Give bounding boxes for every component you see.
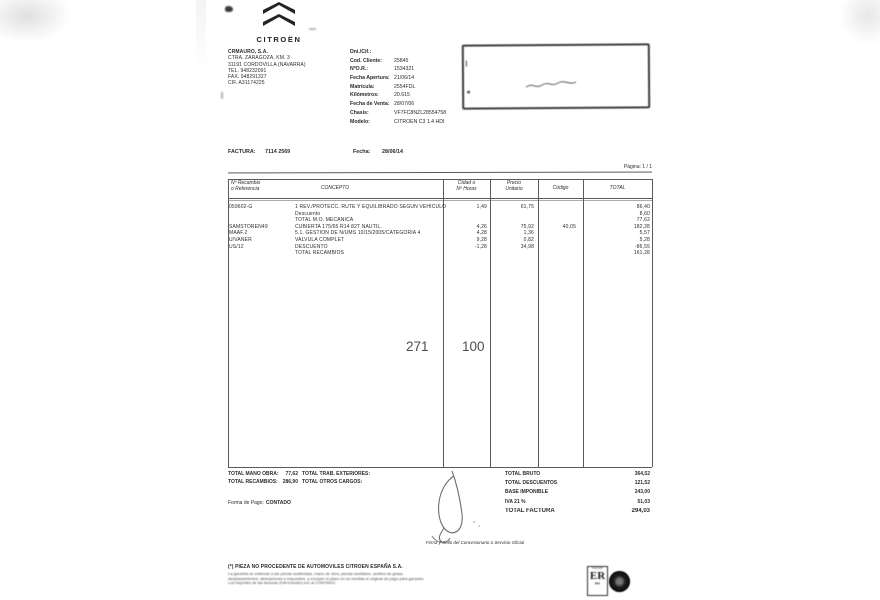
factura-number: 7114 2569 <box>265 149 291 155</box>
total-otros-cargos-label: TOTAL OTROS CARGOS: <box>302 479 363 485</box>
item-total: 5,57 <box>639 230 650 237</box>
item-total: 8,60 <box>639 210 650 217</box>
seller-cif: CIF. A31174225 <box>228 80 265 87</box>
forma-pago-value: CONTADO <box>266 500 291 506</box>
scan-speck <box>309 28 316 30</box>
vehicle-info-value: 28/07/06 <box>394 101 415 108</box>
vehicle-info-value: 25845 <box>394 57 409 64</box>
col-header-concepto: CONCEPTO <box>320 185 350 191</box>
total-mano-obra-value: 77,62 <box>285 471 298 477</box>
totals-row-value: 364,52 <box>634 471 650 477</box>
item-total: 86,40 <box>636 204 650 210</box>
item-concept: 5.1. GESTION DE N/UMS 10/15/2005/CATEGORIA 4 <box>295 230 421 237</box>
scribble-icon <box>524 78 578 92</box>
totals-row <box>505 480 650 489</box>
seller-address-line: CTRA. ZARAGOZA, KM. 3 <box>228 55 290 62</box>
forma-pago-label: Forma de Pago: <box>228 500 264 506</box>
table-row <box>228 224 652 231</box>
vehicle-info-value: 20.615 <box>394 92 410 99</box>
item-concept: 1 REV./PROTECC. RUTE Y EQUILIBRADO SEGUN VEHICULO <box>295 204 447 210</box>
vehicle-info-label: Chasis: <box>350 109 369 116</box>
fineprint-line: La garantía se extiende a las piezas sustituidas, mano de obra, piezas auxiliares, aceites de grasa, <box>228 571 404 576</box>
signature-scribble-icon <box>422 466 488 546</box>
pen-tick <box>467 91 470 94</box>
totals-row <box>505 499 650 508</box>
vehicle-info-label: NºO.R.: <box>350 66 369 73</box>
item-ref: SAMSTOREN49 <box>229 223 268 230</box>
col-header-codigo: Código <box>552 185 569 191</box>
item-ref: MAAF.2 <box>229 230 248 237</box>
er-stamp-letters: ER <box>589 570 606 582</box>
table-top-line <box>228 172 652 174</box>
scan-speck <box>225 6 233 12</box>
table-row <box>228 211 652 218</box>
table-right-border <box>652 179 653 467</box>
totals-row-label: BASE IMPONIBLE <box>505 489 549 496</box>
item-qty: 1,49 <box>476 204 487 210</box>
table-header-top-line <box>228 179 652 180</box>
col-header-precio: Precio Unitario <box>505 180 523 192</box>
signature-caption: Firma y Sello del Concesionario o Servicio Oficial <box>425 540 525 545</box>
totals-summary <box>505 471 650 508</box>
totals-row-label: IVA 21 % <box>505 498 526 505</box>
fineprint-line: desplazamientos, alineaciones e impuestos, y excepto el plazo en su medida el original de pago para garantía. <box>228 575 425 581</box>
seller-address-line: 31191 CORDOVILLA (NAVARRA) <box>228 61 306 68</box>
col-header-referencia: Nº Recambio o Referencia <box>231 180 261 192</box>
item-ref: U/VANER <box>229 236 252 243</box>
pen-tick <box>466 61 467 67</box>
item-total: -86,55 <box>634 243 650 250</box>
item-total: 77,62 <box>636 217 650 224</box>
totals-row-value: 243,00 <box>634 489 650 496</box>
item-qty: 4,28 <box>476 230 487 237</box>
vehicle-info-value: 2554FDL <box>394 83 416 90</box>
overlay-number-left: 271 <box>406 339 429 354</box>
item-total: 5,28 <box>639 236 650 243</box>
factura-label: FACTURA: <box>228 149 256 155</box>
overlay-number-right: 100 <box>462 339 485 354</box>
vehicle-info-label: Dni./Cif.: <box>350 49 372 55</box>
item-concept: TOTAL RECAMBIOS <box>295 250 345 257</box>
totals-row-value: 121,52 <box>634 480 650 487</box>
item-total: 182,28 <box>633 223 650 230</box>
total-factura-label: TOTAL FACTURA <box>505 508 555 514</box>
scan-smudge <box>0 0 72 43</box>
table-row <box>228 217 652 224</box>
table-row <box>228 244 652 251</box>
table-header-double-line <box>228 200 652 201</box>
fineprint-line: Los importes de las facturas (IVA incluido) son al CONTADO. <box>228 580 337 586</box>
er-stamp-top-text: AENOR <box>592 567 603 570</box>
vehicle-info-value: 1534321 <box>394 66 415 73</box>
total-factura-value: 294,03 <box>631 508 650 514</box>
footer-fineprint <box>228 572 448 586</box>
item-price: 75,92 <box>520 223 534 230</box>
item-concept: TOTAL M.O. MECANICA <box>295 217 354 224</box>
er-certification-stamp <box>587 566 608 596</box>
totals-row-label: TOTAL BRUTO <box>505 471 541 477</box>
page-indicator: Página: 1 / 1 <box>623 164 652 170</box>
item-concept: CUBIERTA 175/65 R14 82T NAUTIL. <box>295 223 382 230</box>
item-ref: 059602-G <box>229 204 253 210</box>
vehicle-info-label: Fecha de Venta: <box>350 101 390 108</box>
scan-speck <box>221 92 223 99</box>
item-concept: VALVULA COMPLET <box>295 236 345 243</box>
item-price: 61,75 <box>520 204 534 210</box>
vehicle-info-value: VF7FC8NZL28554758 <box>394 109 447 116</box>
vehicle-info-label: Modelo: <box>350 118 370 125</box>
citroen-logo <box>248 2 310 44</box>
round-stamp-icon <box>609 571 630 592</box>
totals-row-value: 51,03 <box>637 498 650 505</box>
item-price: 0,82 <box>523 236 534 243</box>
seller-name: CRMAURO, S.A. <box>228 49 268 55</box>
totals-row-label: TOTAL DESCUENTOS <box>505 480 558 487</box>
fecha-label: Fecha: <box>353 149 371 155</box>
item-concept: Descuento <box>295 210 321 217</box>
vehicle-info-value: 21/06/14 <box>394 75 415 82</box>
scan-smudge <box>838 0 880 45</box>
table-header-bottom-line <box>228 198 652 199</box>
item-ref: US/12 <box>229 243 244 250</box>
vehicle-info-label: Kilómetros: <box>350 92 379 99</box>
vehicle-info-label: Matrícula: <box>350 83 375 90</box>
seller-block <box>228 49 306 87</box>
fecha-value: 28/06/14 <box>382 149 403 155</box>
total-trab-ext-label: TOTAL TRAB. EXTERIORES: <box>302 471 371 477</box>
total-recambios-value: 286,90 <box>282 479 298 485</box>
handwritten-box <box>462 43 650 109</box>
brand-name: CITROËN <box>256 35 302 44</box>
line-items <box>228 204 652 257</box>
item-qty: 9,28 <box>476 236 487 243</box>
vehicle-info-row <box>350 119 485 128</box>
invoice-page <box>210 0 670 600</box>
double-chevron-icon <box>261 2 297 29</box>
totals-row <box>505 489 650 498</box>
item-price: 34,98 <box>520 243 534 250</box>
total-recambios-label: TOTAL RECAMBIOS: <box>228 479 278 485</box>
seller-phone: TEL. 948232091 <box>228 67 267 74</box>
vehicle-info-label: Cod. Cliente: <box>350 57 382 64</box>
col-header-cantidad: Ctdad o Nº Horas <box>456 180 477 192</box>
item-qty: 4,26 <box>476 223 487 230</box>
vehicle-info-label: Fecha Apertura: <box>350 75 390 82</box>
col-header-total: TOTAL <box>609 185 626 191</box>
table-row <box>228 250 652 257</box>
item-total: 161,28 <box>633 250 650 257</box>
vehicle-info-row <box>350 110 485 119</box>
table-row <box>228 237 652 244</box>
table-row <box>228 230 652 237</box>
scan-smudge <box>196 0 206 70</box>
item-qty: -1,28 <box>474 243 487 250</box>
item-code: 40,05 <box>562 223 576 230</box>
item-concept: DESCUENTO <box>295 243 328 250</box>
er-stamp-bottom-bars: ▮▮▮ <box>594 582 601 585</box>
totals-row <box>505 471 650 480</box>
total-mano-obra-label: TOTAL MANO OBRA: <box>228 471 279 477</box>
table-row <box>228 204 652 211</box>
seller-fax: FAX. 948291327 <box>228 74 267 81</box>
footer-note: (*) PIEZA NO PROCEDENTE DE AUTOMOVILES CITROEN ESPAÑA S.A. <box>228 564 403 570</box>
vehicle-info-value: CITROEN C3 1.4 HDI <box>394 118 445 125</box>
item-price: 1,36 <box>523 230 534 237</box>
